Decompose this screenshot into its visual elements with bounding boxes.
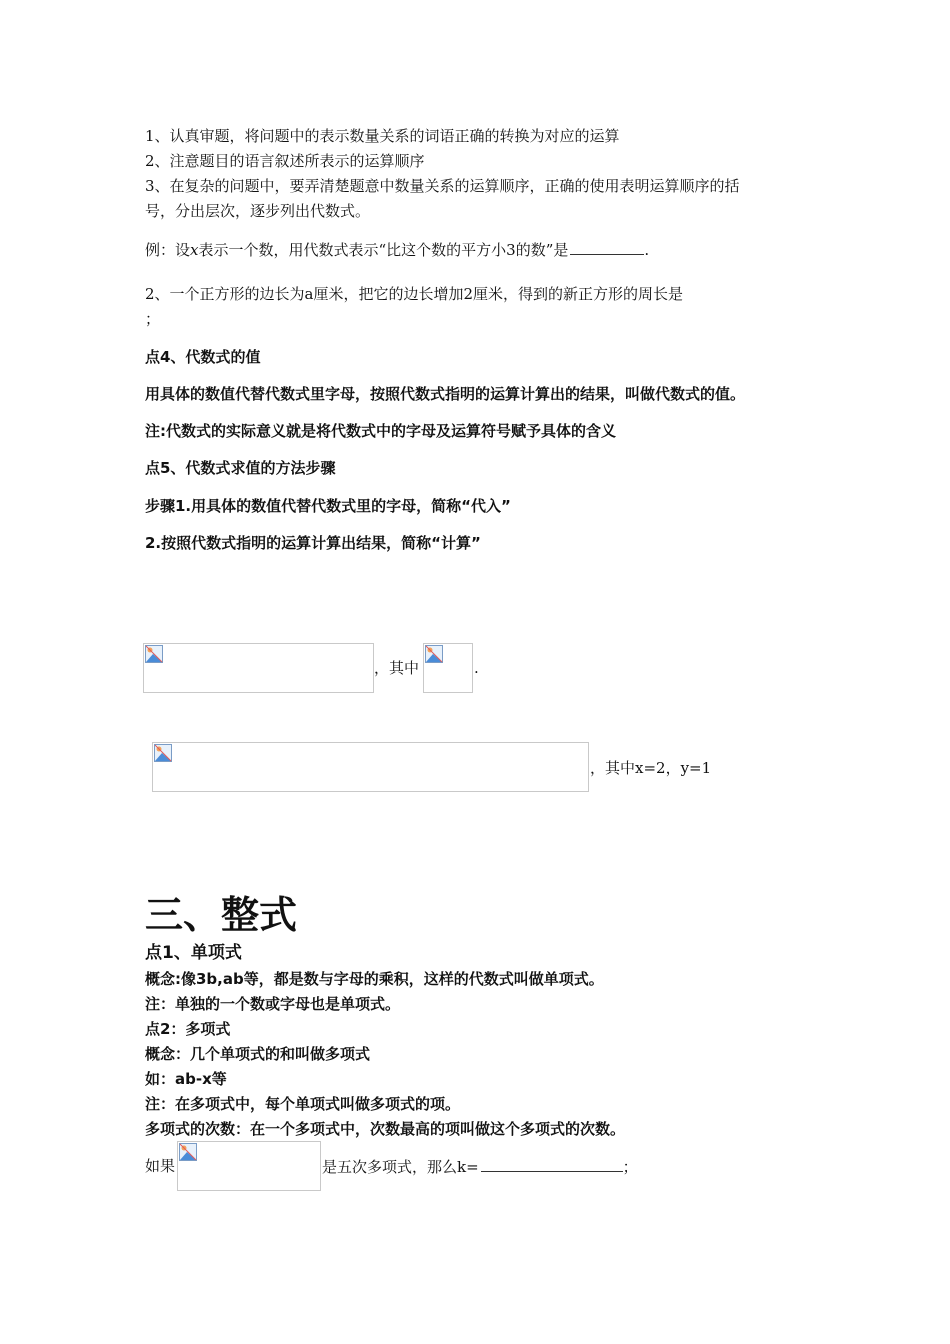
step-3-line2: 号，分出层次，逐步列出代数式。 [145, 202, 371, 220]
question-prefix: 如果 [145, 1157, 176, 1175]
point-1-definition: 概念:像3b,ab等，都是数与字母的乘积，这样的代数式叫做单项式。 [145, 970, 604, 988]
point-2-example: 如：ab-x等 [145, 1070, 227, 1088]
formula-image-2 [423, 643, 473, 693]
formula-image-4 [177, 1141, 321, 1191]
question-2-line1: 2、一个正方形的边长为a厘米，把它的边长增加2厘米，得到的新正方形的周长是 [145, 285, 684, 303]
point-1-title: 点1、单项式 [145, 943, 242, 963]
point-5-step-2: 2.按照代数式指明的运算计算出结果，简称“计算” [145, 534, 481, 552]
point-2-definition: 概念：几个单项式的和叫做多项式 [145, 1045, 371, 1063]
question-mid: 是五次多项式，那么k= [322, 1158, 479, 1176]
section-heading: 三、整式 [145, 892, 298, 937]
broken-image-icon [179, 1143, 197, 1161]
step-3-line1: 3、在复杂的问题中，要弄清楚题意中数量关系的运算顺序，正确的使用表明运算顺序的括 [145, 177, 740, 195]
point-5-title: 点5、代数式求值的方法步骤 [145, 459, 336, 477]
k-answer-blank[interactable] [481, 1155, 623, 1172]
broken-image-icon [425, 645, 443, 663]
point-5-step-1: 步骤1.用具体的数值代替代数式里的字母，简称“代入” [145, 497, 511, 515]
question-end: ； [622, 1158, 638, 1176]
example-line [145, 238, 649, 261]
polynomial-degree: 多项式的次数：在一个多项式中，次数最高的项叫做这个多项式的次数。 [145, 1120, 626, 1138]
broken-image-icon [154, 744, 172, 762]
point-4-note: 注:代数式的实际意义就是将代数式中的字母及运算符号赋予具体的含义 [145, 422, 617, 440]
answer-blank[interactable] [570, 238, 644, 255]
question-line [322, 1155, 638, 1178]
step-2: 2、注意题目的语言叙述所表示的运算顺序 [145, 152, 425, 170]
example-prefix: 例：设 [145, 241, 191, 259]
eval-1-mid: ，其中 [374, 659, 420, 677]
formula-image-1 [143, 643, 374, 693]
point-2-note: 注：在多项式中，每个单项式叫做多项式的项。 [145, 1095, 461, 1113]
example-var: x [190, 241, 199, 259]
eval-1-end: . [474, 659, 479, 677]
example-end: . [644, 241, 650, 259]
point-4-definition: 用具体的数值代替代数式里字母，按照代数式指明的运算计算出的结果，叫做代数式的值。 [145, 385, 746, 403]
broken-image-icon [145, 645, 163, 663]
question-2-line2: ； [145, 310, 161, 328]
point-2-title: 点2：多项式 [145, 1020, 231, 1038]
point-4-title: 点4、代数式的值 [145, 348, 261, 366]
example-text: 表示一个数，用代数式表示“比这个数的平方小3的数”是 [198, 241, 569, 259]
step-1: 1、认真审题，将问题中的表示数量关系的词语正确的转换为对应的运算 [145, 127, 620, 145]
eval-2-condition: ，其中x=2，y=1 [590, 759, 712, 777]
formula-image-3 [152, 742, 589, 792]
point-1-note: 注：单独的一个数或字母也是单项式。 [145, 995, 401, 1013]
